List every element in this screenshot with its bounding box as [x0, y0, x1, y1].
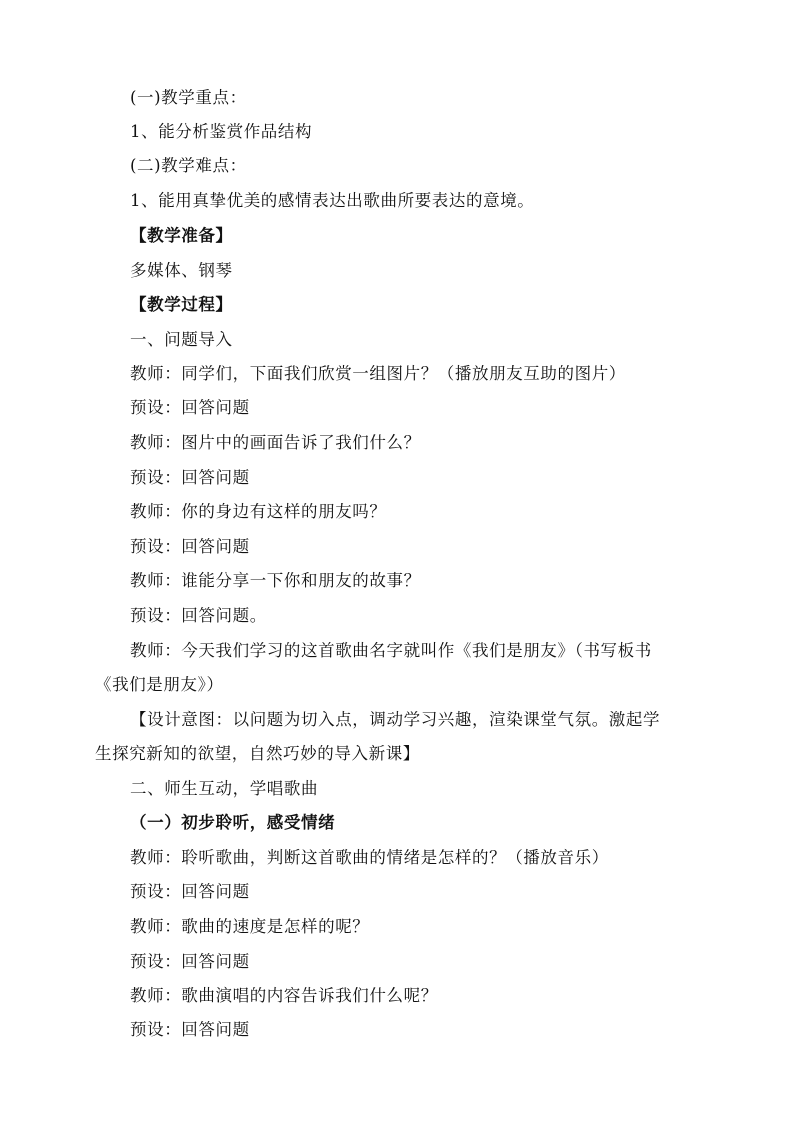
difficulty-item-1: 1、能用真挚优美的感情表达出歌曲所要表达的意境。: [130, 191, 535, 210]
part-1-heading: 一、问题导入: [130, 330, 233, 349]
teacher-line-7: 教师：歌曲的速度是怎样的呢？: [130, 917, 370, 936]
preparation-materials: 多媒体、钢琴: [130, 261, 233, 280]
teacher-line-2: 教师：图片中的画面告诉了我们什么？: [130, 433, 421, 452]
part-2-heading: 二、师生互动，学唱歌曲: [130, 779, 319, 798]
teacher-line-8: 教师：歌曲演唱的内容告诉我们什么呢？: [130, 986, 438, 1005]
preset-line-7: 预设：回答问题: [130, 1020, 250, 1039]
section-teaching-process: 【教学过程】: [130, 295, 233, 314]
preset-line-2: 预设：回答问题: [130, 468, 250, 487]
teacher-line-3: 教师：你的身边有这样的朋友吗？: [130, 502, 387, 521]
preset-line-1: 预设：回答问题: [130, 398, 250, 417]
teacher-line-1: 教师：同学们，下面我们欣赏一组图片？（播放朋友互助的图片）: [130, 364, 626, 383]
preset-line-5: 预设：回答问题: [130, 882, 250, 901]
teacher-line-6: 教师：聆听歌曲，判断这首歌曲的情绪是怎样的？（播放音乐）: [130, 848, 609, 867]
teacher-line-4: 教师：谁能分享一下你和朋友的故事？: [130, 571, 421, 590]
heading-teaching-focus: (一)教学重点：: [130, 88, 247, 107]
focus-item-1: 1、能分析鉴赏作品结构: [130, 122, 313, 141]
preset-line-6: 预设：回答问题: [130, 952, 250, 971]
teacher-line-5: 教师：今天我们学习的这首歌曲名字就叫作《我们是朋友》（书写板书: [130, 641, 652, 660]
heading-teaching-difficulty: (二)教学难点：: [130, 156, 247, 175]
teacher-line-5-continued: 《我们是朋友》）: [95, 675, 224, 694]
design-intent-line-2: 生探究新知的欲望，自然巧妙的导入新课】: [95, 744, 420, 763]
design-intent-line-1: 【设计意图：以问题为切入点，调动学习兴趣，渲染课堂气氛。激起学: [130, 710, 661, 729]
section-teaching-preparation: 【教学准备】: [130, 226, 233, 245]
subsection-first-listening: （一）初步聆听，感受情绪: [130, 813, 336, 832]
preset-line-4: 预设：回答问题。: [130, 606, 267, 625]
preset-line-3: 预设：回答问题: [130, 537, 250, 556]
